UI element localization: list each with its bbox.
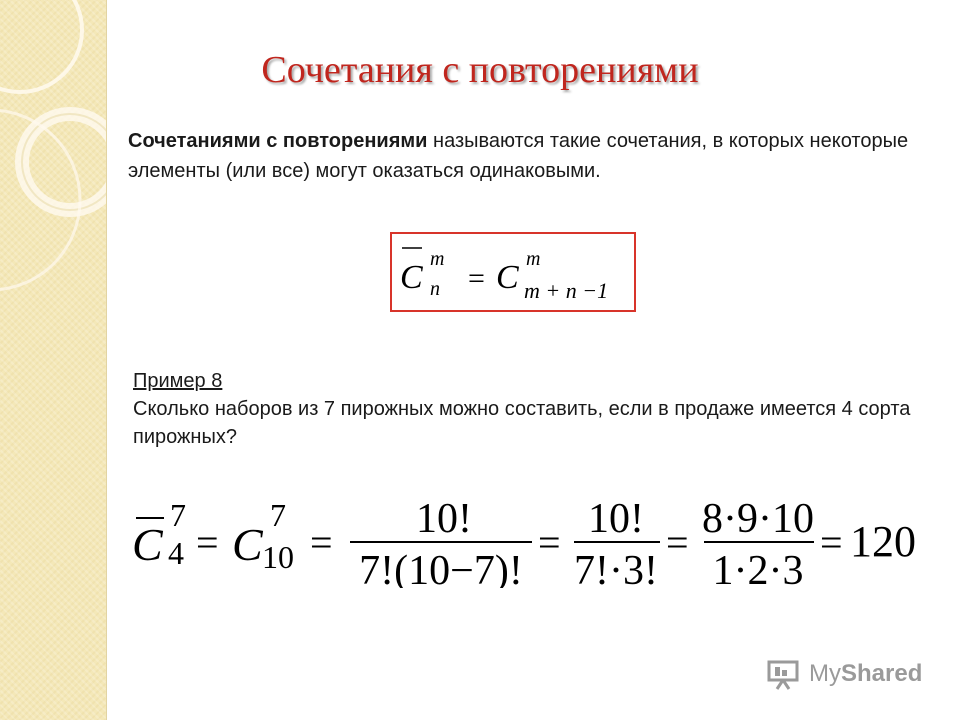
solution-equation	[128, 488, 938, 593]
solution-equals-1: =	[196, 520, 219, 565]
formula-lhs-sub: n	[430, 278, 440, 300]
example-label: Пример 8	[133, 370, 223, 392]
solution-svg	[128, 488, 938, 588]
solution-equals-2: =	[310, 520, 333, 565]
watermark	[767, 654, 922, 694]
decorative-side-panel	[0, 0, 107, 720]
definition-rest: называются такие сочетания, в которых некоторые элементы (или все) могут оказаться одинаковыми.	[128, 130, 909, 182]
formula-lhs-sup: m	[430, 248, 445, 270]
decorative-circles	[0, 0, 106, 720]
formula-rhs-sub: m + n −1	[524, 278, 609, 303]
solution-equals-4: =	[666, 520, 689, 565]
formula-rhs-letter: C	[496, 259, 519, 296]
presentation-icon	[767, 658, 801, 690]
example-question: Сколько наборов из 7 пирожных можно составить, если в продаже имеется 4 сорта пирожных?	[133, 398, 911, 448]
frac2-numerator: 10!	[588, 496, 644, 542]
solution-equals-5: =	[820, 520, 843, 565]
solution-c10-sup: 7	[270, 497, 286, 533]
definition-term: Сочетаниями с повторениями	[128, 130, 428, 152]
example-block	[133, 367, 933, 451]
watermark-my: My	[809, 660, 841, 687]
solution-lhs-sup: 7	[170, 497, 186, 533]
solution-lhs-sub: 4	[168, 535, 184, 571]
solution-c10-letter: C	[232, 519, 263, 570]
watermark-shared: Shared	[841, 660, 923, 687]
solution-result: 120	[850, 517, 916, 566]
slide-title: Сочетания с повторениями	[261, 49, 699, 91]
definition-text	[128, 126, 950, 186]
solution-c10-sub: 10	[262, 539, 294, 575]
frac1-numerator: 10!	[416, 496, 472, 542]
formula-rhs-sup: m	[526, 248, 541, 270]
frac3-numerator: 8·9·10	[702, 496, 814, 542]
frac2-denominator: 7!·3!	[574, 548, 658, 588]
solution-lhs-letter: C	[132, 519, 163, 570]
solution-equals-3: =	[538, 520, 561, 565]
formula-equals: =	[468, 262, 485, 295]
formula-lhs-letter: C	[400, 259, 423, 296]
frac1-denominator: 7!(10−7)!	[359, 548, 523, 588]
frac3-denominator: 1·2·3	[712, 548, 804, 588]
formula-box	[390, 232, 636, 312]
combination-formula	[392, 234, 634, 310]
watermark-text	[809, 660, 922, 688]
